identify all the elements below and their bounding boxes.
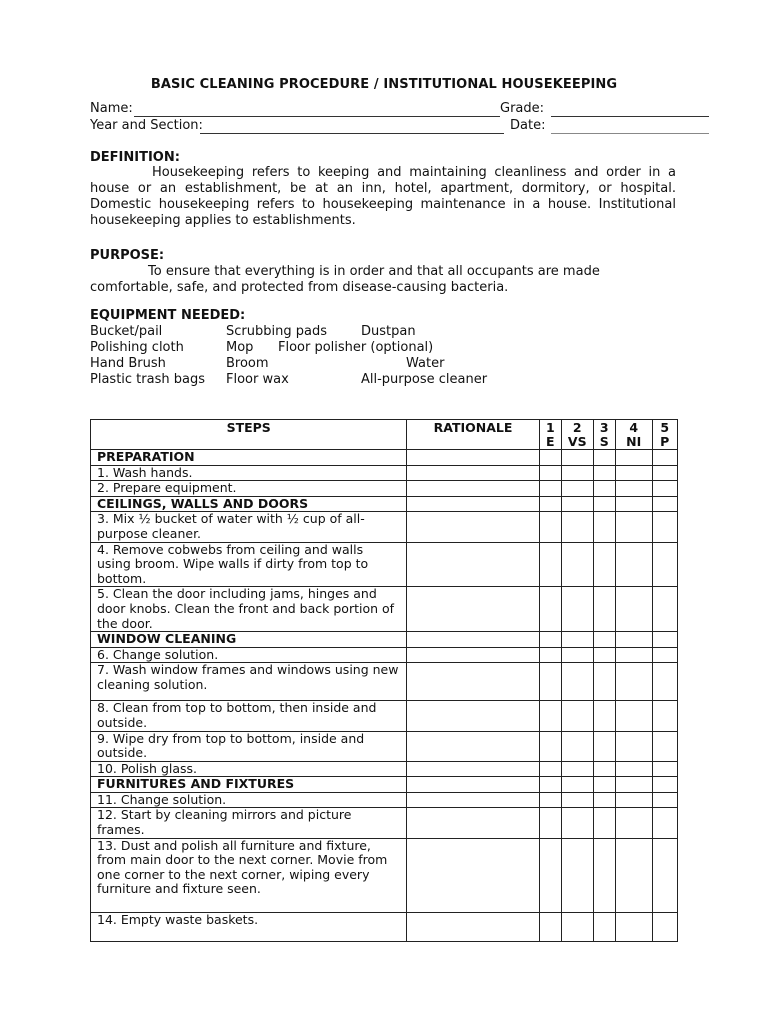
- rating-vs-cell[interactable]: [562, 808, 594, 838]
- step-cell: 2. Prepare equipment.: [91, 481, 407, 497]
- rating-ni-cell[interactable]: [615, 542, 652, 587]
- rating-2-header: 2 VS: [562, 420, 594, 450]
- rating-ni-cell[interactable]: [615, 731, 652, 761]
- equipment-item: All-purpose cleaner: [361, 372, 488, 387]
- rating-s-cell[interactable]: [593, 792, 615, 808]
- rating-1-header: 1 E: [539, 420, 561, 450]
- page-title: BASIC CLEANING PROCEDURE / INSTITUTIONAL HOUSEKEEPING: [150, 77, 618, 92]
- rating-p-cell[interactable]: [652, 465, 677, 481]
- section-heading: PREPARATION: [91, 450, 407, 466]
- purpose-text: To ensure that everything is in order and that all occupants are made comfortable, safe, and protected from disease-causing bacteria.: [90, 264, 600, 295]
- rating-vs-cell[interactable]: [562, 465, 594, 481]
- equipment-item: Bucket/pail: [90, 324, 163, 339]
- rating-e-cell[interactable]: [539, 912, 561, 941]
- rating-e-cell[interactable]: [539, 701, 561, 731]
- rating-vs-cell[interactable]: [562, 587, 594, 632]
- rating-e-cell[interactable]: [539, 496, 561, 512]
- rating-ni-cell[interactable]: [615, 663, 652, 701]
- rating-vs-cell[interactable]: [562, 542, 594, 587]
- rating-e-cell[interactable]: [539, 761, 561, 777]
- rationale-cell[interactable]: [407, 542, 539, 587]
- rating-s-cell[interactable]: [593, 512, 615, 542]
- date-field[interactable]: [551, 133, 709, 134]
- rationale-cell[interactable]: [407, 512, 539, 542]
- table-header-row: [91, 420, 678, 450]
- table-row: [91, 838, 678, 912]
- rating-e-cell[interactable]: [539, 663, 561, 701]
- table-row: [91, 542, 678, 587]
- steps-table: [90, 419, 678, 942]
- name-label: Name:: [90, 101, 133, 116]
- rationale-cell[interactable]: [407, 792, 539, 808]
- rating-p-cell[interactable]: [652, 632, 677, 648]
- rating-vs-cell[interactable]: [562, 792, 594, 808]
- rating-p-cell[interactable]: [652, 481, 677, 497]
- rating-s-cell[interactable]: [593, 465, 615, 481]
- equipment-item: Polishing cloth: [90, 340, 184, 355]
- rating-3-header: 3 S: [593, 420, 615, 450]
- rationale-cell[interactable]: [407, 587, 539, 632]
- rating-e-cell[interactable]: [539, 587, 561, 632]
- rating-p-cell[interactable]: [652, 777, 677, 793]
- rating-p-cell[interactable]: [652, 450, 677, 466]
- step-cell: 6. Change solution.: [91, 647, 407, 663]
- rating-ni-cell[interactable]: [615, 808, 652, 838]
- rating-vs-cell[interactable]: [562, 838, 594, 912]
- rating-ni-cell[interactable]: [615, 838, 652, 912]
- rationale-cell[interactable]: [407, 647, 539, 663]
- rationale-cell[interactable]: [407, 632, 539, 648]
- equipment-item: Plastic trash bags: [90, 372, 205, 387]
- name-field[interactable]: [134, 116, 500, 117]
- rating-ni-cell[interactable]: [615, 496, 652, 512]
- rating-e-cell[interactable]: [539, 731, 561, 761]
- rating-vs-cell[interactable]: [562, 450, 594, 466]
- step-cell: 5. Clean the door including jams, hinges and door knobs. Clean the front and back portion of the door.: [91, 587, 407, 632]
- section-heading: WINDOW CLEANING: [91, 632, 407, 648]
- step-cell: 3. Mix ½ bucket of water with ½ cup of all-purpose cleaner.: [91, 512, 407, 542]
- table-row: [91, 465, 678, 481]
- rating-p-cell[interactable]: [652, 808, 677, 838]
- rationale-cell[interactable]: [407, 731, 539, 761]
- rationale-cell[interactable]: [407, 777, 539, 793]
- rating-s-cell[interactable]: [593, 808, 615, 838]
- rating-vs-cell[interactable]: [562, 912, 594, 941]
- equipment-heading: EQUIPMENT NEEDED:: [90, 308, 246, 323]
- step-cell: 10. Polish glass.: [91, 761, 407, 777]
- rating-vs-cell[interactable]: [562, 731, 594, 761]
- rating-p-cell[interactable]: [652, 912, 677, 941]
- rating-vs-cell[interactable]: [562, 512, 594, 542]
- section-heading: FURNITURES AND FIXTURES: [91, 777, 407, 793]
- steps-table-body: [91, 450, 678, 942]
- grade-field[interactable]: [551, 116, 709, 117]
- rating-ni-cell[interactable]: [615, 761, 652, 777]
- table-row: [91, 912, 678, 941]
- rating-s-cell[interactable]: [593, 496, 615, 512]
- rating-ni-cell[interactable]: [615, 912, 652, 941]
- rating-e-cell[interactable]: [539, 838, 561, 912]
- equipment-item: Floor wax: [226, 372, 289, 387]
- rating-ni-cell[interactable]: [615, 465, 652, 481]
- step-cell: 8. Clean from top to bottom, then inside and outside.: [91, 701, 407, 731]
- rating-ni-cell[interactable]: [615, 701, 652, 731]
- rating-s-cell[interactable]: [593, 701, 615, 731]
- rating-p-cell[interactable]: [652, 838, 677, 912]
- grade-label: Grade:: [500, 101, 545, 116]
- rating-ni-cell[interactable]: [615, 792, 652, 808]
- table-row: [91, 512, 678, 542]
- rating-e-cell[interactable]: [539, 512, 561, 542]
- rating-e-cell[interactable]: [539, 542, 561, 587]
- rationale-cell[interactable]: [407, 838, 539, 912]
- rating-p-cell[interactable]: [652, 731, 677, 761]
- table-row: [91, 792, 678, 808]
- rating-s-cell[interactable]: [593, 912, 615, 941]
- rating-p-cell[interactable]: [652, 496, 677, 512]
- rating-ni-cell[interactable]: [615, 632, 652, 648]
- rationale-cell[interactable]: [407, 663, 539, 701]
- rationale-cell[interactable]: [407, 761, 539, 777]
- rating-s-cell[interactable]: [593, 632, 615, 648]
- rating-vs-cell[interactable]: [562, 647, 594, 663]
- rating-e-cell[interactable]: [539, 481, 561, 497]
- rating-p-cell[interactable]: [652, 587, 677, 632]
- table-row: [91, 481, 678, 497]
- rating-e-cell[interactable]: [539, 450, 561, 466]
- rating-vs-cell[interactable]: [562, 701, 594, 731]
- rating-s-cell[interactable]: [593, 481, 615, 497]
- table-row: [91, 647, 678, 663]
- purpose-heading: PURPOSE:: [90, 248, 165, 263]
- equipment-item: Broom: [226, 356, 269, 371]
- rating-p-cell[interactable]: [652, 663, 677, 701]
- equipment-item: Floor polisher (optional): [278, 340, 434, 355]
- step-cell: 4. Remove cobwebs from ceiling and walls using broom. Wipe walls if dirty from top to bottom.: [91, 542, 407, 587]
- rating-ni-cell[interactable]: [615, 777, 652, 793]
- table-row: [91, 731, 678, 761]
- rating-s-cell[interactable]: [593, 731, 615, 761]
- equipment-item: Water: [406, 356, 445, 371]
- rating-ni-cell[interactable]: [615, 512, 652, 542]
- rating-s-cell[interactable]: [593, 777, 615, 793]
- section-row: [91, 777, 678, 793]
- rationale-cell[interactable]: [407, 450, 539, 466]
- rating-e-cell[interactable]: [539, 808, 561, 838]
- equipment-item: Dustpan: [361, 324, 416, 339]
- rating-vs-cell[interactable]: [562, 481, 594, 497]
- rating-p-cell[interactable]: [652, 542, 677, 587]
- rationale-cell[interactable]: [407, 481, 539, 497]
- rationale-cell[interactable]: [407, 808, 539, 838]
- rating-e-cell[interactable]: [539, 632, 561, 648]
- step-cell: 13. Dust and polish all furniture and fixture, from main door to the next corner. Movie from one corner to the next corner, wiping every furniture and fixture seen.: [91, 838, 407, 912]
- rationale-header: RATIONALE: [407, 420, 539, 450]
- rating-e-cell[interactable]: [539, 792, 561, 808]
- date-label: Date:: [510, 118, 546, 133]
- steps-header: STEPS: [91, 420, 407, 450]
- step-cell: 11. Change solution.: [91, 792, 407, 808]
- rating-e-cell[interactable]: [539, 647, 561, 663]
- table-row: [91, 808, 678, 838]
- table-row: [91, 761, 678, 777]
- rating-s-cell[interactable]: [593, 647, 615, 663]
- rating-p-cell[interactable]: [652, 701, 677, 731]
- step-cell: 7. Wash window frames and windows using new cleaning solution.: [91, 663, 407, 701]
- step-cell: 14. Empty waste baskets.: [91, 912, 407, 941]
- section-row: [91, 632, 678, 648]
- section-heading: CEILINGS, WALLS AND DOORS: [91, 496, 407, 512]
- rationale-cell[interactable]: [407, 496, 539, 512]
- rating-vs-cell[interactable]: [562, 777, 594, 793]
- rating-vs-cell[interactable]: [562, 632, 594, 648]
- year-section-label: Year and Section:: [90, 118, 203, 133]
- rationale-cell[interactable]: [407, 912, 539, 941]
- rating-vs-cell[interactable]: [562, 496, 594, 512]
- definition-heading: DEFINITION:: [90, 150, 180, 165]
- rating-ni-cell[interactable]: [615, 450, 652, 466]
- rating-5-header: 5 P: [652, 420, 677, 450]
- rating-ni-cell[interactable]: [615, 587, 652, 632]
- rating-ni-cell[interactable]: [615, 647, 652, 663]
- rating-p-cell[interactable]: [652, 792, 677, 808]
- step-cell: 12. Start by cleaning mirrors and picture frames.: [91, 808, 407, 838]
- rating-s-cell[interactable]: [593, 587, 615, 632]
- rating-s-cell[interactable]: [593, 663, 615, 701]
- year-section-field[interactable]: [200, 133, 504, 134]
- rating-4-header: 4 NI: [615, 420, 652, 450]
- equipment-item: Hand Brush: [90, 356, 166, 371]
- step-cell: 1. Wash hands.: [91, 465, 407, 481]
- section-row: [91, 450, 678, 466]
- rating-s-cell[interactable]: [593, 761, 615, 777]
- table-row: [91, 587, 678, 632]
- rating-ni-cell[interactable]: [615, 481, 652, 497]
- rating-s-cell[interactable]: [593, 838, 615, 912]
- rationale-cell[interactable]: [407, 701, 539, 731]
- rating-p-cell[interactable]: [652, 761, 677, 777]
- section-row: [91, 496, 678, 512]
- rating-s-cell[interactable]: [593, 542, 615, 587]
- equipment-item: Scrubbing pads: [226, 324, 327, 339]
- rating-vs-cell[interactable]: [562, 663, 594, 701]
- rating-vs-cell[interactable]: [562, 761, 594, 777]
- step-cell: 9. Wipe dry from top to bottom, inside and outside.: [91, 731, 407, 761]
- rating-e-cell[interactable]: [539, 777, 561, 793]
- rating-p-cell[interactable]: [652, 647, 677, 663]
- rating-p-cell[interactable]: [652, 512, 677, 542]
- table-row: [91, 663, 678, 701]
- rationale-cell[interactable]: [407, 465, 539, 481]
- rating-s-cell[interactable]: [593, 450, 615, 466]
- table-row: [91, 701, 678, 731]
- equipment-item: Mop: [226, 340, 254, 355]
- definition-text: Housekeeping refers to keeping and maintaining cleanliness and order in a house or an establishment, be at an inn, hotel, apartment, dormitory, or hospital. Domestic housekeeping refers to housekeeping maintenance in a house. Institutional housekeeping applies to establishments.: [90, 165, 676, 228]
- rating-e-cell[interactable]: [539, 465, 561, 481]
